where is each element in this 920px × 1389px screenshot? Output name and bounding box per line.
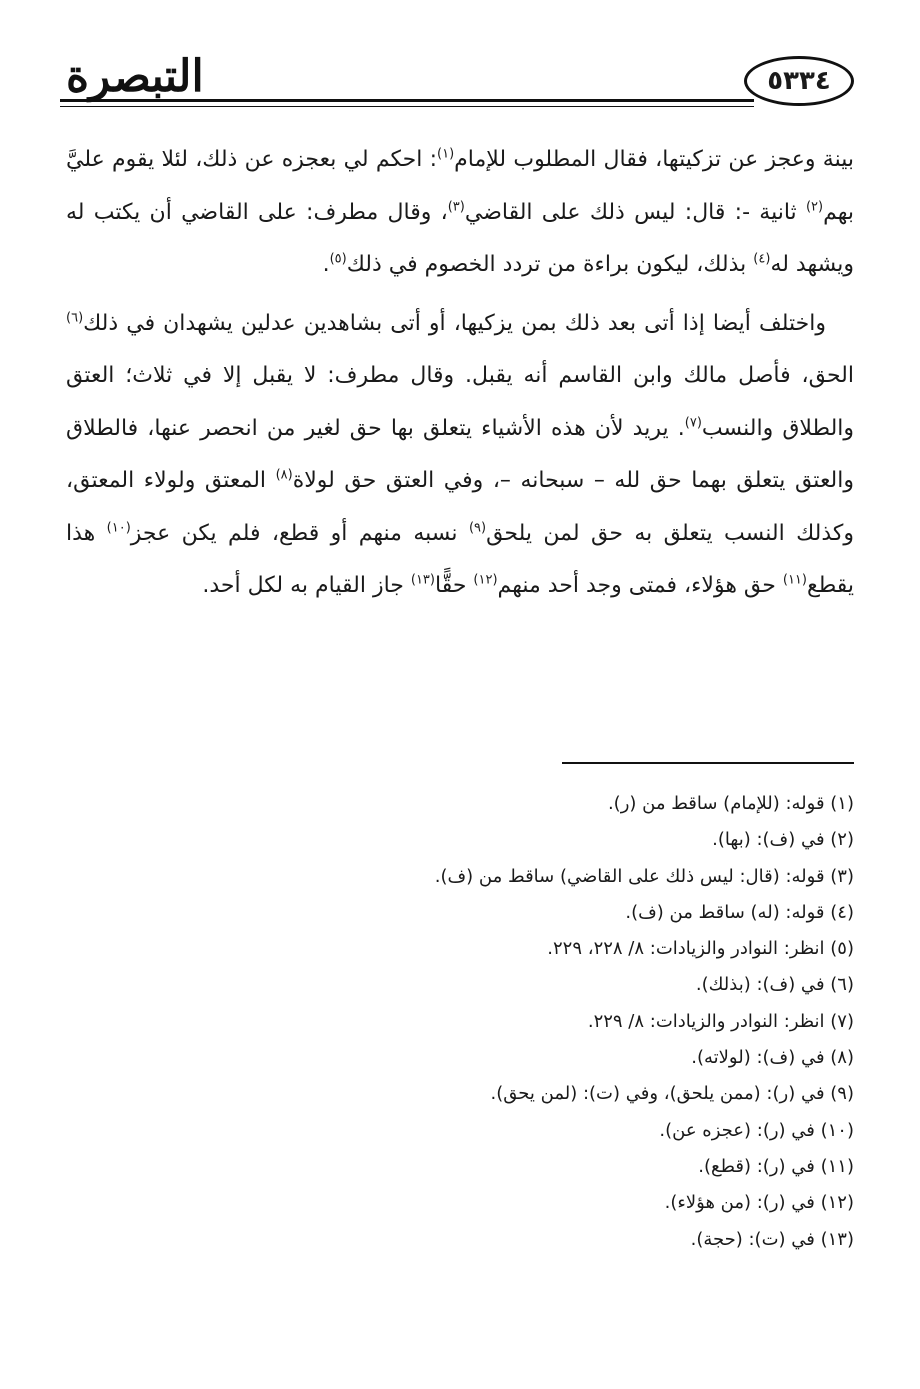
text-run: المعتق ولولاء المعتق، وكذلك النسب يتعلق به حق لمن يلحق (66, 468, 854, 546)
footnote-item: (١) قوله: (للإمام) ساقط من (ر). (607, 793, 854, 814)
paragraph-2 (66, 298, 854, 613)
footnote-ref[interactable]: (١٢) (473, 572, 498, 588)
header-rule (60, 99, 754, 102)
text-run: نسبه منهم أو قطع، فلم يكن عجز (130, 520, 469, 546)
footnote-ref[interactable]: (٩) (468, 520, 487, 536)
footnote-ref[interactable]: (٤) (753, 251, 771, 267)
footnote-ref[interactable]: (٧) (684, 415, 702, 431)
text-run: بذلك، ليكون براءة من تردد الخصوم في ذلك (346, 252, 754, 277)
text-run: . يريد لأن هذه الأشياء يتعلق بها حق لغير من انحصر عنها، فالطلاق والعتق يتعلق بهما حق لله – سبحانه –، وفي العتق حق لولاة (66, 415, 854, 493)
text-run: : احكم لي بعجزه عن ذلك، لئلا يقوم عليَّ بهم (66, 147, 854, 225)
text-run: حقًّا (434, 573, 474, 598)
footnote-ref[interactable]: (٥) (329, 251, 347, 267)
page-number: ٥٣٣٤ (767, 66, 831, 96)
footnote-item: (٤) قوله: (له) ساقط من (ف). (625, 901, 854, 923)
text-run: هذا يقطع (66, 520, 854, 598)
footnote-item: (٦) في (ف): (بذلك). (695, 974, 854, 996)
footnote-ref[interactable]: (٦) (66, 310, 84, 326)
footnote-item: (١٢) في (ر): (من هؤلاء). (664, 1192, 854, 1214)
footnote-ref[interactable]: (١٣) (410, 572, 435, 588)
footnote-item: (٩) في (ر): (ممن يلحق)، وفي (ت): (لمن يحق). (490, 1083, 854, 1105)
book-title: التبصرة (66, 51, 204, 102)
footnote-ref[interactable]: (٢) (805, 199, 824, 215)
page-number-badge (744, 56, 854, 106)
text-run: ثانية -: قال: ليس ذلك على القاضي (464, 199, 806, 225)
text-run: واختلف أيضا إذا أتى بعد ذلك بمن يزكيها، أو أتى بشاهدين عدلين يشهدان في ذلك (83, 310, 826, 336)
footnote-item: (٨) في (ف): (لولاته). (691, 1047, 854, 1069)
footnote-ref[interactable]: (١٠) (106, 520, 131, 536)
text-run: حق هؤلاء، فمتى وجد أحد منهم (497, 573, 783, 598)
paragraph-1 (66, 134, 854, 292)
text-run: . (322, 252, 330, 277)
footnote-item: (٧) انظر: النوادر والزيادات: ٨/ ٢٢٩. (587, 1010, 854, 1032)
footnote-item: (١٣) في (ت): (حجة). (690, 1228, 854, 1250)
footnote-ref[interactable]: (١) (437, 146, 455, 162)
footnote-item: (٣) قوله: (قال: ليس ذلك على القاضي) ساقط من (ف). (434, 865, 854, 887)
footnote-item: (١١) في (ر): (قطع). (698, 1155, 854, 1177)
footnote-item: (٢) في (ف): (بها). (712, 829, 854, 851)
header-rule-thin (60, 106, 754, 107)
text-run: جاز القيام به لكل أحد. (202, 573, 411, 598)
footnotes-list (66, 786, 854, 1258)
footnote-separator (562, 762, 854, 764)
footnote-item: (١٠) في (ر): (عجزه عن). (659, 1119, 854, 1141)
footnote-ref[interactable]: (٣) (447, 199, 465, 215)
footnote-ref[interactable]: (١١) (782, 572, 807, 588)
text-run: بينة وعجز عن تزكيتها، فقال المطلوب للإمام (454, 147, 854, 172)
text-run: الحق، فأصل مالك وابن القاسم أنه يقبل. وقال مطرف: لا يقبل إلا في ثلاث؛ العتق والطلاق والنسب (66, 363, 855, 441)
text-run: ، وقال مطرف: على القاضي أن يكتب له ويشهد له (66, 199, 854, 277)
footnote-item: (٥) انظر: النوادر والزيادات: ٨/ ٢٢٨، ٢٢٩. (547, 938, 854, 960)
footnote-ref[interactable]: (٨) (275, 467, 293, 483)
page-header (60, 46, 854, 112)
main-text (66, 134, 854, 613)
